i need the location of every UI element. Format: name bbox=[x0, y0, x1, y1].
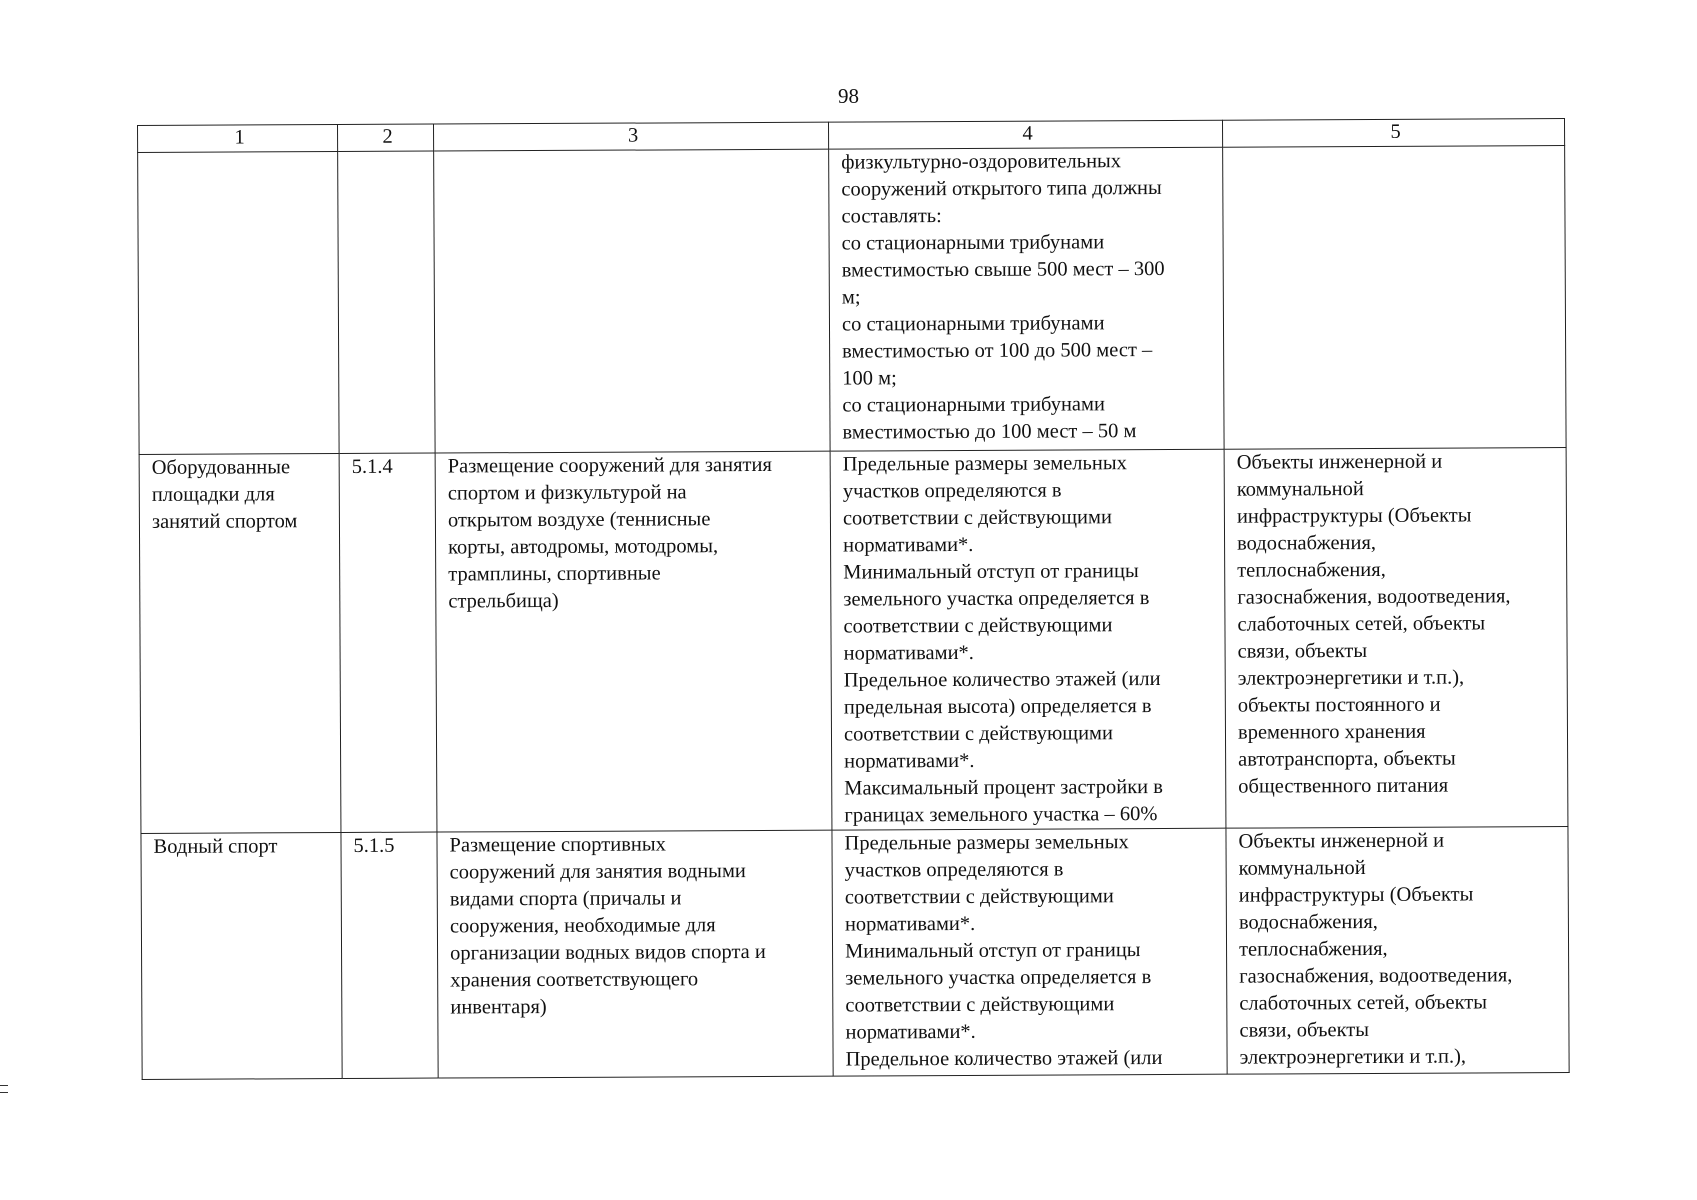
column-number-5: 5 bbox=[1222, 119, 1564, 148]
cell-auxiliary-uses bbox=[1223, 146, 1566, 450]
table-row-continuation bbox=[138, 146, 1566, 455]
cell-use-name: Оборудованные площадки для занятий спортом bbox=[139, 454, 341, 834]
cell-use-code bbox=[338, 151, 435, 453]
cell-use-description: Размещение спортивных сооружений для занятия водными видами спорта (причалы и сооружения, необходимые для организации водных видов спорта и хранения соответствующего инвентаря) bbox=[437, 830, 833, 1078]
column-number-2: 2 bbox=[338, 124, 434, 151]
cell-auxiliary-uses: Объекты инженерной и коммунальной инфраструктуры (Объекты водоснабжения, теплоснабжения, газоснабжения, водоотведения, слаботочных сетей, объекты связи, объекты электроэнергетики и т.п.), объекты постоянного и временного хранения автотранспорта, объекты общественного питания bbox=[1224, 448, 1568, 829]
land-use-table bbox=[137, 118, 1570, 1080]
column-number-4: 4 bbox=[828, 120, 1222, 149]
page-number: 98 bbox=[838, 84, 859, 108]
cell-use-description bbox=[434, 149, 830, 453]
cell-use-description: Размещение сооружений для занятия спортом и физкультурой на открытом воздухе (теннисные корты, автодромы, мотодромы, трамплины, спортивные стрельбища) bbox=[435, 451, 832, 832]
cell-parameters: Предельные размеры земельных участков определяются в соответствии с действующими нормативами*. Минимальный отступ от границы земельного участка определяется в соответствии с действующими нормативами*. Предельное количество этажей (или bbox=[832, 828, 1227, 1076]
cell-use-name: Водный спорт bbox=[141, 833, 342, 1080]
cell-use-name bbox=[138, 152, 339, 455]
table-row-5-1-4 bbox=[139, 448, 1568, 834]
cell-use-code: 5.1.5 bbox=[341, 832, 438, 1078]
column-number-1: 1 bbox=[138, 125, 338, 153]
cell-use-code: 5.1.4 bbox=[339, 453, 437, 832]
parameters-text: физкультурно-оздоровительных сооружений открытого типа должны составлять: со стационарными трибунами вместимостью свыше 500 мест – 300 м; со стационарными трибунами вместимостью от 100 до 500 мест – 100 м; со стационарными трибунами вместимостью до 100 мест – 50 м bbox=[841, 150, 1165, 444]
cell-parameters bbox=[829, 147, 1224, 451]
cell-parameters: Предельные размеры земельных участков определяются в соответствии с действующими нормативами*. Минимальный отступ от границы земельного участка определяется в соответствии с действующими нормативами*. Предельное количество этажей (или предельная высота) определяется в соответствии с действующими нормативами*. Максимальный процент застройки в границах земельного участка – 60% bbox=[830, 449, 1226, 830]
table-row-5-1-5 bbox=[141, 827, 1569, 1080]
scan-margin-mark bbox=[0, 1085, 8, 1093]
column-number-3: 3 bbox=[433, 122, 828, 151]
cell-auxiliary-uses: Объекты инженерной и коммунальной инфраструктуры (Объекты водоснабжения, теплоснабжения, газоснабжения, водоотведения, слаботочных сетей, объекты связи, объекты электроэнергетики и т.п.), bbox=[1226, 827, 1569, 1075]
